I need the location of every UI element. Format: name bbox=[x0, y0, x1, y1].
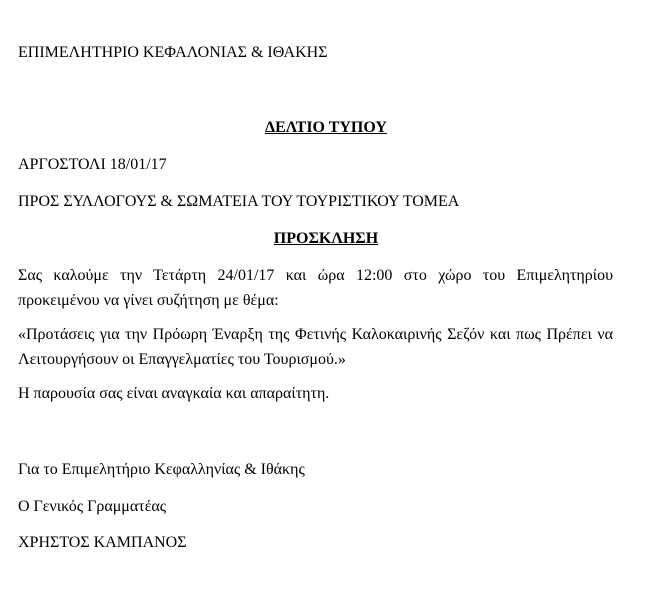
topic-paragraph: «Προτάσεις για την Πρόωρη Έναρξη της Φετινής Καλοκαιρινής Σεζόν και πως Πρέπει να Λειτουργήσουν οι Επαγγελματίες του Τουρισμού.» bbox=[18, 326, 613, 368]
signature-title: Ο Γενικός Γραμματέας bbox=[18, 498, 167, 515]
recipient-line: ΠΡΟΣ ΣΥΛΛΟΓΟΥΣ & ΣΩΜΑΤΕΙΑ ΤΟΥ ΤΟΥΡΙΣΤΙΚΟΥ ΤΟΜΕΑ bbox=[18, 193, 460, 210]
invitation-paragraph: Σας καλούμε την Τετάρτη 24/01/17 και ώρα 12:00 στο χώρο του Επιμελητηρίου προκειμένου να γίνει συζήτηση με θέμα: bbox=[18, 267, 613, 309]
document-heading: ΔΕΛΤΙΟ ΤΥΠΟΥ bbox=[265, 119, 387, 136]
signature-organization: Για το Επιμελητήριο Κεφαλληνίας & Ιθάκης bbox=[18, 461, 305, 478]
closing-paragraph: Η παρουσία σας είναι αναγκαία και απαραίτητη. bbox=[18, 385, 330, 402]
signature-name: ΧΡΗΣΤΟΣ ΚΑΜΠΑΝΟΣ bbox=[18, 534, 187, 551]
place-date: ΑΡΓΟΣΤΟΛΙ 18/01/17 bbox=[18, 156, 167, 173]
invitation-heading: ΠΡΟΣΚΛΗΣΗ bbox=[273, 230, 379, 247]
organization-name: ΕΠΙΜΕΛΗΤΗΡΙΟ ΚΕΦΑΛΟΝΙΑΣ & ΙΘΑΚΗΣ bbox=[18, 44, 328, 61]
